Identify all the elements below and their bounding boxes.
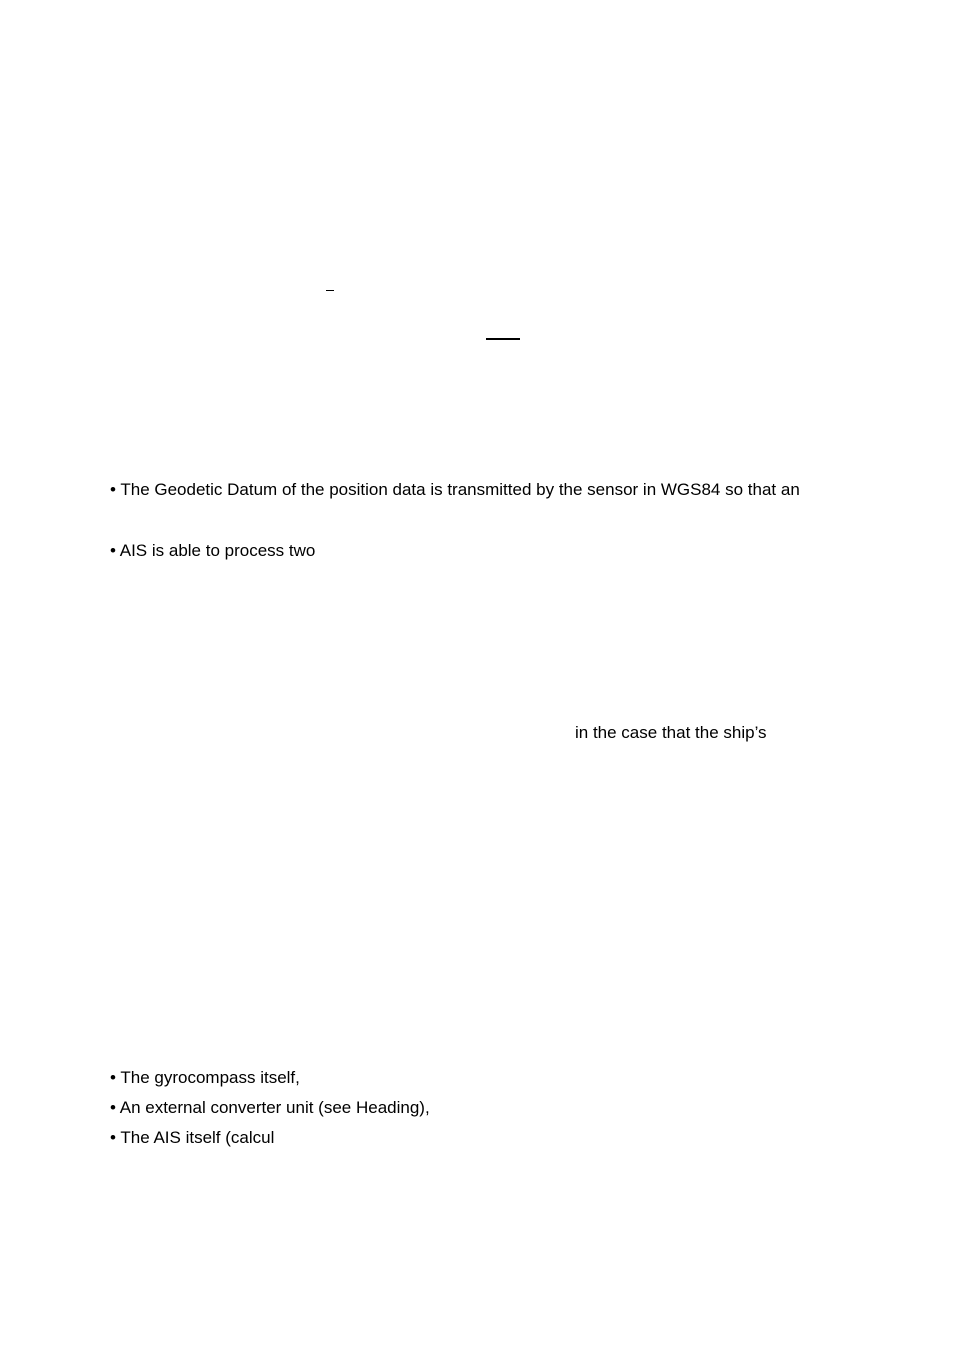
underline-rule [486,338,520,340]
bullet-process-two: • AIS is able to process two [110,541,316,560]
bullet-gyrocompass: • The gyrocompass itself, [110,1068,300,1087]
bullet-ais-itself: • The AIS itself (calcul [110,1128,275,1147]
bullet-external-converter: • An external converter unit (see Heading), [110,1098,430,1117]
text-fragment-ships: in the case that the ship’s [575,723,767,742]
bullet-geodetic-datum: • The Geodetic Datum of the position data is transmitted by the sensor in WGS84 so that an [110,480,800,499]
short-rule-mark [326,290,334,291]
